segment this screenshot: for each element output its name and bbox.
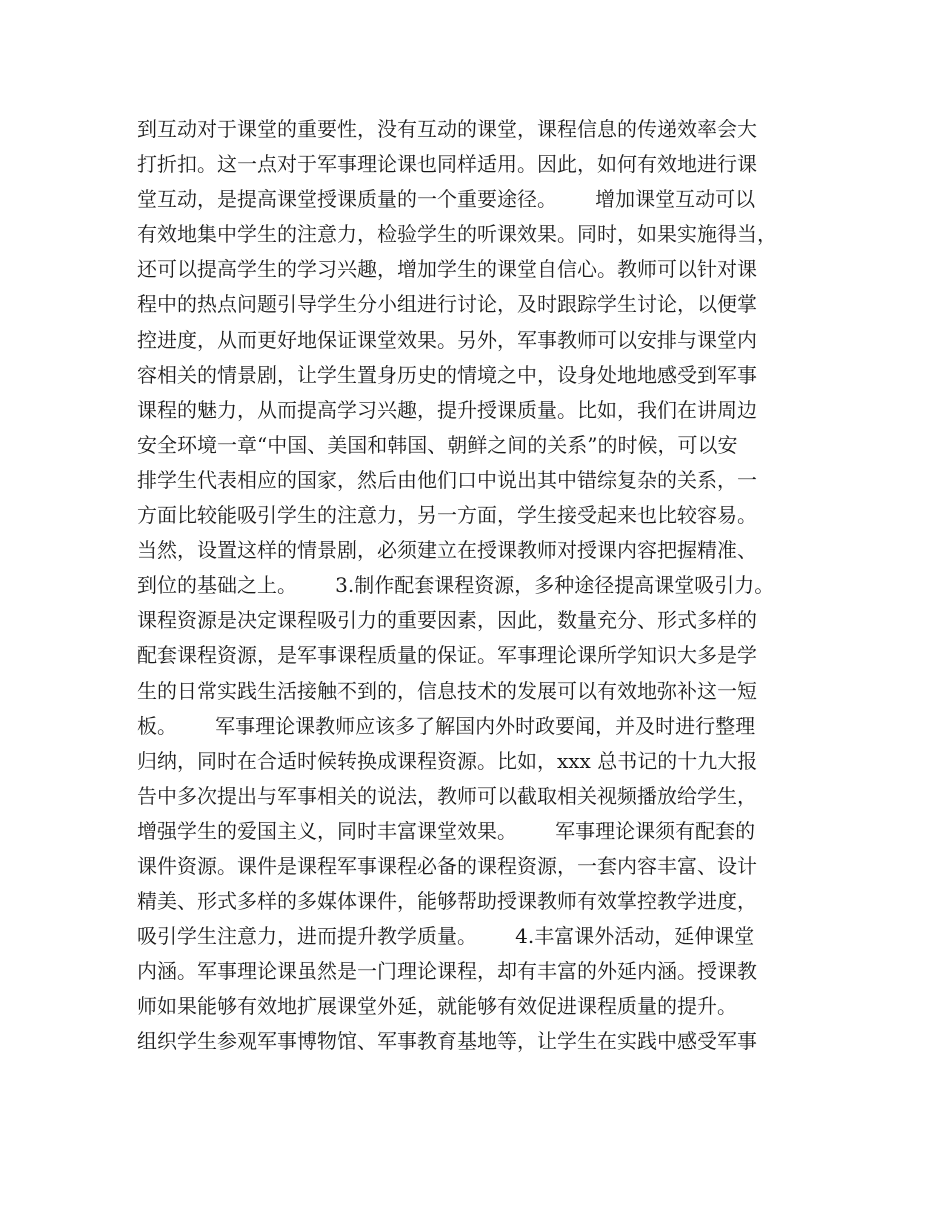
text-line: 课件资源。课件是课程军事课程必备的课程资源，一套内容丰富、设计 (137, 853, 757, 878)
text-line: 组织学生参观军事博物馆、军事教育基地等，让学生在实践中感受军事 (137, 1029, 757, 1054)
text-line: 归纳，同时在合适时候转换成课程资源。比如，xxx 总书记的十九大报 (137, 748, 758, 773)
text-line: 安全环境一章“中国、美国和韩国、朝鲜之间的关系”的时候，可以安 (137, 432, 738, 457)
text-line: 容相关的情景剧，让学生置身历史的情境之中，设身处地地感受到军事 (137, 362, 757, 387)
text-line: 堂互动，是提高课堂授课质量的一个重要途径。 增加课堂互动可以 (137, 187, 756, 212)
text-line: 还可以提高学生的学习兴趣，增加学生的课堂自信心。教师可以针对课 (137, 257, 757, 282)
text-line: 排学生代表相应的国家，然后由他们口中说出其中错综复杂的关系，一 (137, 467, 757, 492)
text-line: 吸引学生注意力，进而提升教学质量。 4.丰富课外活动，延伸课堂 (137, 924, 755, 949)
text-line: 方面比较能吸引学生的注意力，另一方面，学生接受起来也比较容易。 (137, 503, 757, 528)
text-line: 有效地集中学生的注意力，检验学生的听课效果。同时，如果实施得当， (137, 222, 777, 247)
text-line: 增强学生的爱国主义，同时丰富课堂效果。 军事理论课须有配套的 (137, 818, 756, 843)
text-line: 课程的魅力，从而提高学习兴趣，提升授课质量。比如，我们在讲周边 (137, 397, 757, 422)
text-line: 板。 军事理论课教师应该多了解国内外时政要闻，并及时进行整理 (137, 713, 756, 738)
text-line: 程中的热点问题引导学生分小组进行讨论，及时跟踪学生讨论，以便掌 (137, 292, 757, 317)
text-line: 告中多次提出与军事相关的说法，教师可以截取相关视频播放给学生， (137, 783, 757, 808)
text-line: 内涵。军事理论课虽然是一门理论课程，却有丰富的外延内涵。授课教 (137, 959, 757, 984)
text-line: 课程资源是决定课程吸引力的重要因素，因此，数量充分、形式多样的 (137, 608, 757, 633)
text-line: 师如果能够有效地扩展课堂外延，就能够有效促进课程质量的提升。 (137, 994, 737, 1019)
text-line: 控进度，从而更好地保证课堂效果。另外，军事教师可以安排与课堂内 (137, 327, 757, 352)
text-line: 生的日常实践生活接触不到的，信息技术的发展可以有效地弥补这一短 (137, 678, 757, 703)
text-line: 配套课程资源，是军事课程质量的保证。军事理论课所学知识大多是学 (137, 643, 757, 668)
text-line: 到互动对于课堂的重要性，没有互动的课堂，课程信息的传递效率会大 (137, 117, 757, 141)
text-line: 精美、形式多样的多媒体课件，能够帮助授课教师有效掌控教学进度， (137, 889, 757, 914)
text-line: 当然，设置这样的情景剧，必须建立在授课教师对授课内容把握精准、 (137, 538, 757, 563)
body-text (137, 112, 837, 1060)
text-line: 到位的基础之上。 3.制作配套课程资源，多种途径提高课堂吸引力。 (137, 573, 775, 598)
text-line: 打折扣。这一点对于军事理论课也同样适用。因此，如何有效地进行课 (137, 152, 757, 177)
